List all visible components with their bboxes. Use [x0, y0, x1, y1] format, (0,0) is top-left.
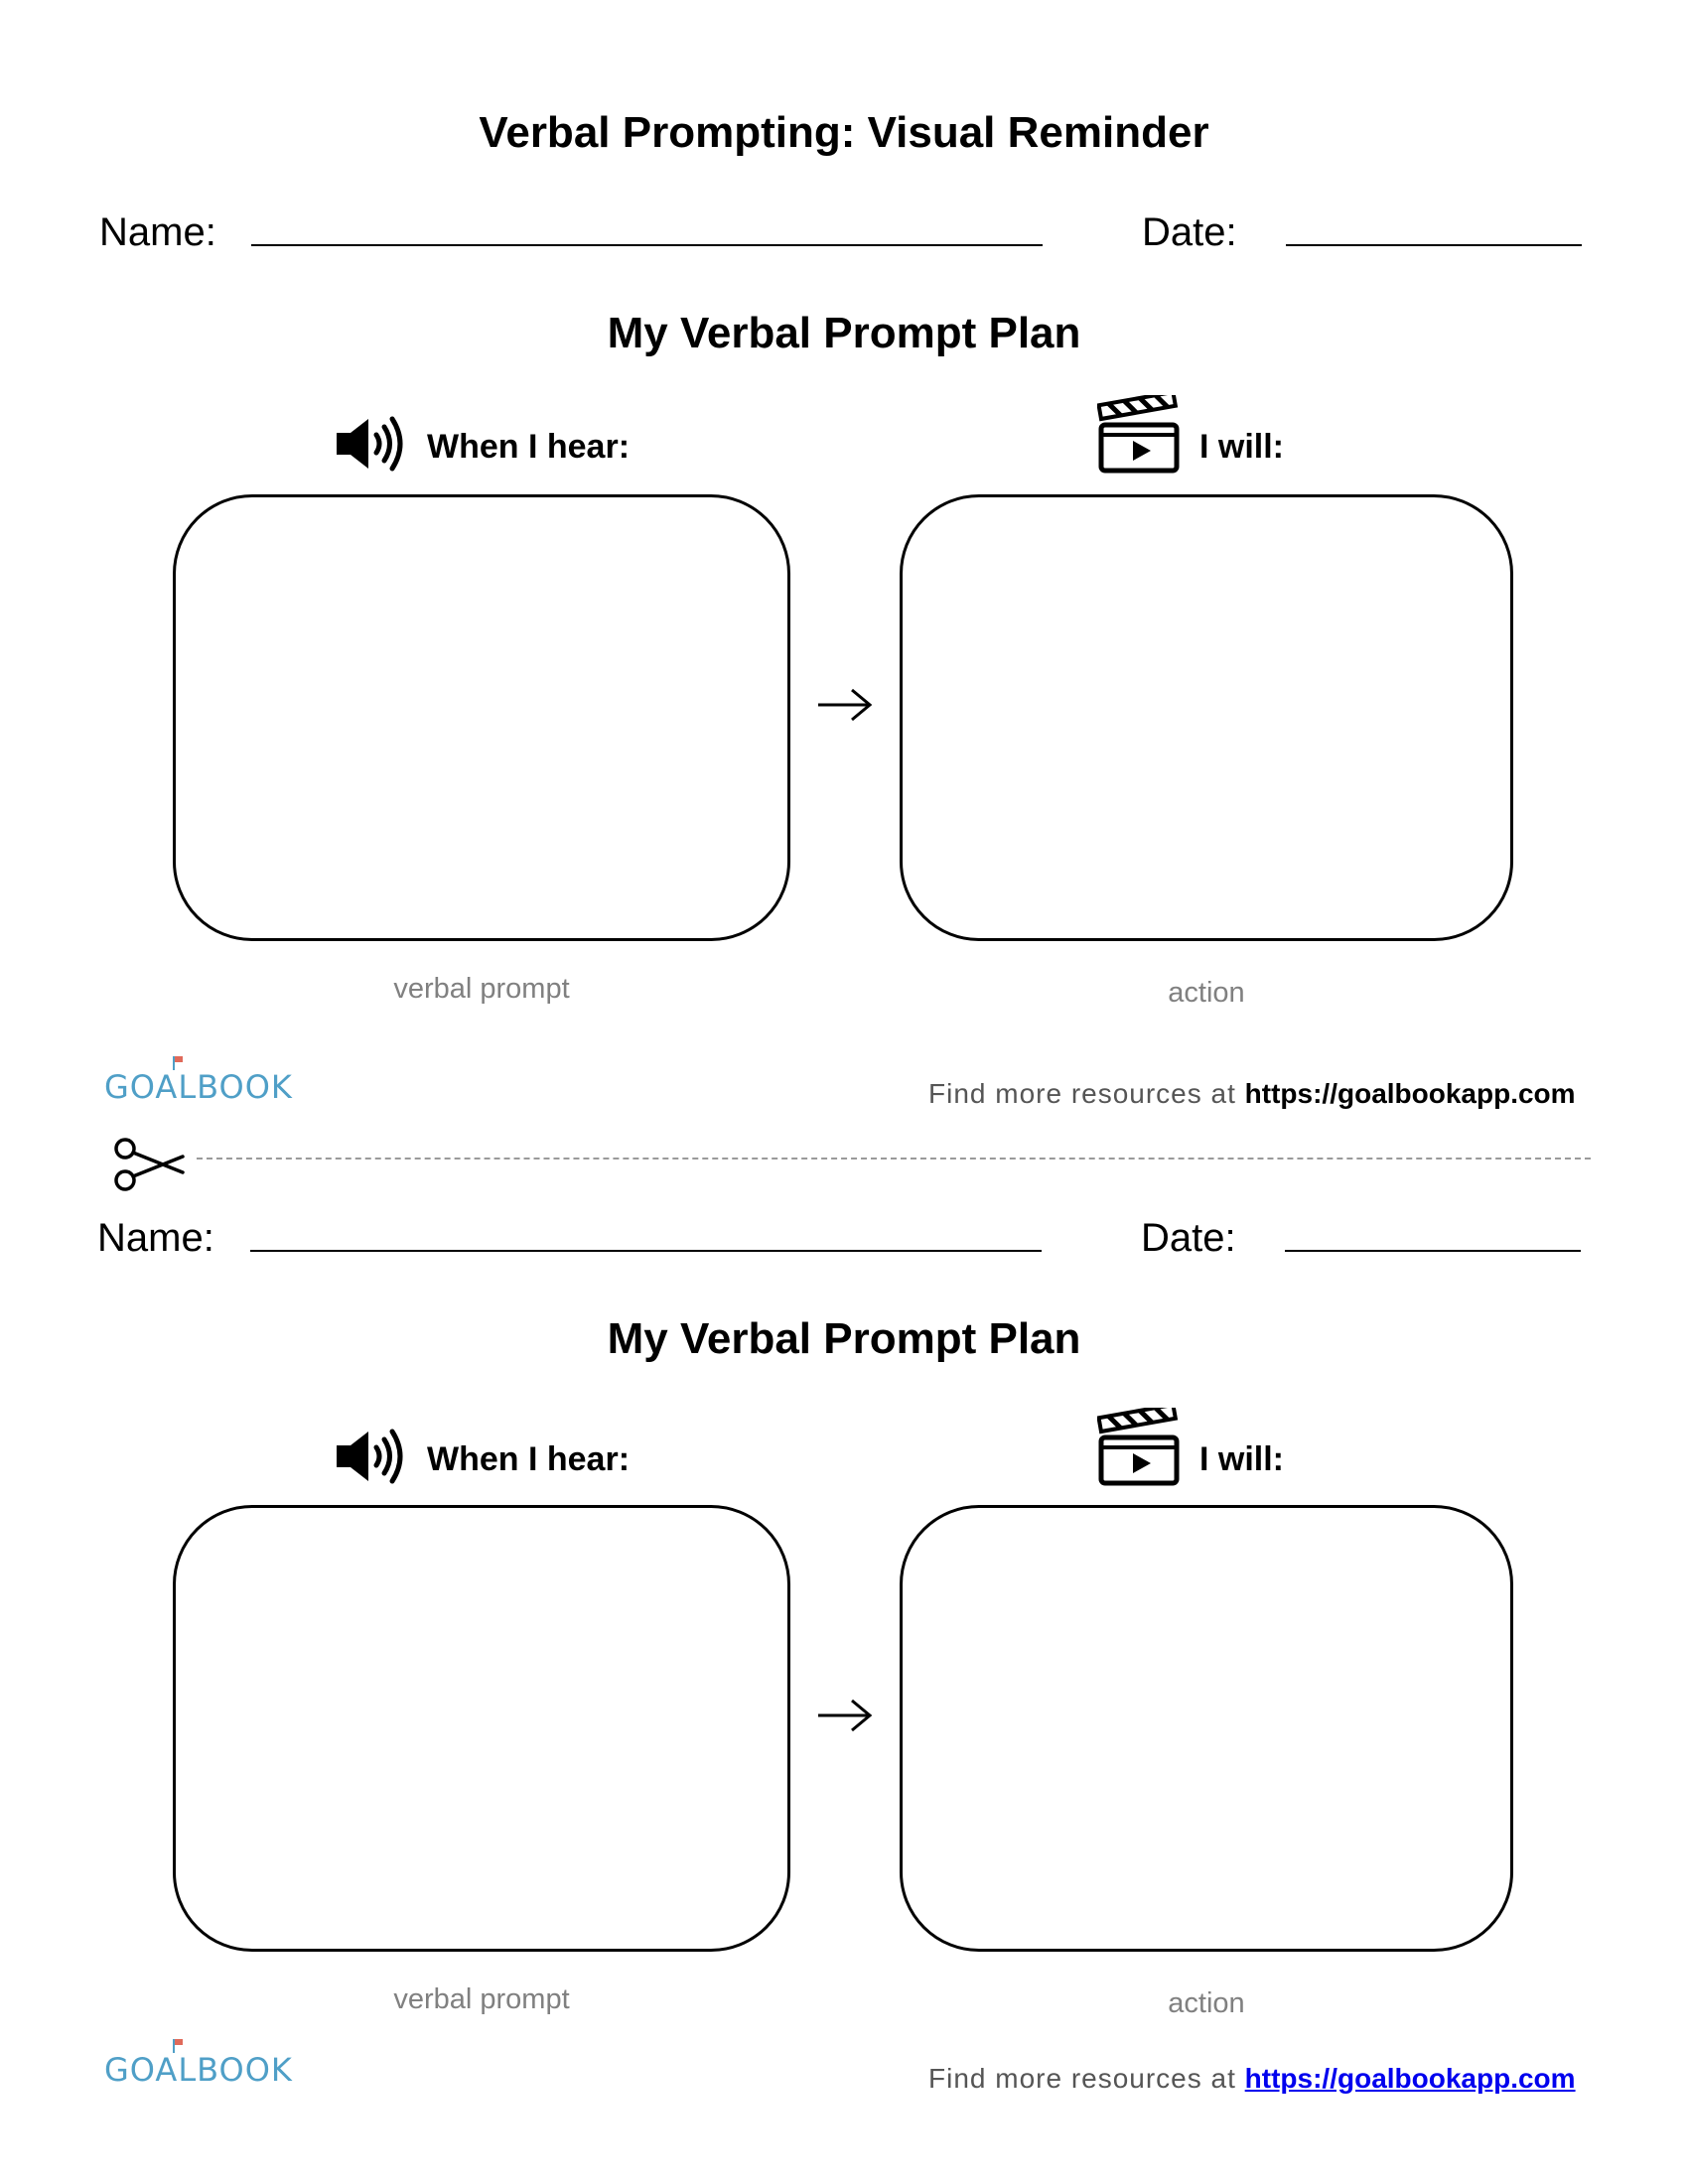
footer-resources: [928, 1076, 1576, 1112]
date-line[interactable]: [1285, 1250, 1581, 1252]
flag-icon: [172, 2038, 186, 2054]
arrow-icon: [814, 1696, 876, 1735]
when-i-hear-label: When I hear:: [427, 1440, 631, 1478]
cut-line: [197, 1158, 1591, 1160]
footer-prefix: Find more resources at: [928, 1078, 1245, 1109]
footer-resources: [928, 2061, 1576, 2097]
action-caption: action: [1168, 1987, 1245, 2019]
speaker-icon: [333, 415, 410, 473]
when-i-hear-label: When I hear:: [427, 428, 631, 466]
verbal-prompt-caption: verbal prompt: [393, 1983, 570, 2015]
goalbook-logo: GOALBOOK: [104, 1068, 293, 1106]
action-box[interactable]: [900, 494, 1513, 941]
clapperboard-icon: [1097, 395, 1183, 475]
action-caption: action: [1168, 977, 1245, 1009]
verbal-prompt-caption: verbal prompt: [393, 973, 570, 1005]
verbal-prompt-box[interactable]: [173, 1505, 790, 1952]
name-label: Name:: [99, 210, 216, 254]
name-label: Name:: [97, 1216, 214, 1260]
footer-link[interactable]: https://goalbookapp.com: [1244, 2063, 1576, 2094]
i-will-label: I will:: [1199, 1440, 1284, 1478]
action-box[interactable]: [900, 1505, 1513, 1952]
arrow-icon: [814, 685, 876, 725]
goalbook-logo: GOALBOOK: [104, 2051, 293, 2089]
date-label: Date:: [1141, 1216, 1236, 1260]
footer-prefix: Find more resources at: [928, 2063, 1245, 2094]
date-line[interactable]: [1286, 244, 1582, 246]
page-title: Verbal Prompting: Visual Reminder: [479, 108, 1209, 157]
scissors-icon: [109, 1137, 189, 1192]
clapperboard-icon: [1097, 1408, 1183, 1487]
verbal-prompt-box[interactable]: [173, 494, 790, 941]
flag-icon: [172, 1055, 186, 1071]
plan-title: My Verbal Prompt Plan: [607, 1314, 1081, 1363]
name-line[interactable]: [250, 1250, 1042, 1252]
name-line[interactable]: [251, 244, 1043, 246]
plan-title: My Verbal Prompt Plan: [607, 309, 1081, 357]
speaker-icon: [333, 1428, 410, 1485]
date-label: Date:: [1142, 210, 1237, 254]
i-will-label: I will:: [1199, 428, 1284, 466]
footer-link[interactable]: https://goalbookapp.com: [1244, 1078, 1576, 1109]
